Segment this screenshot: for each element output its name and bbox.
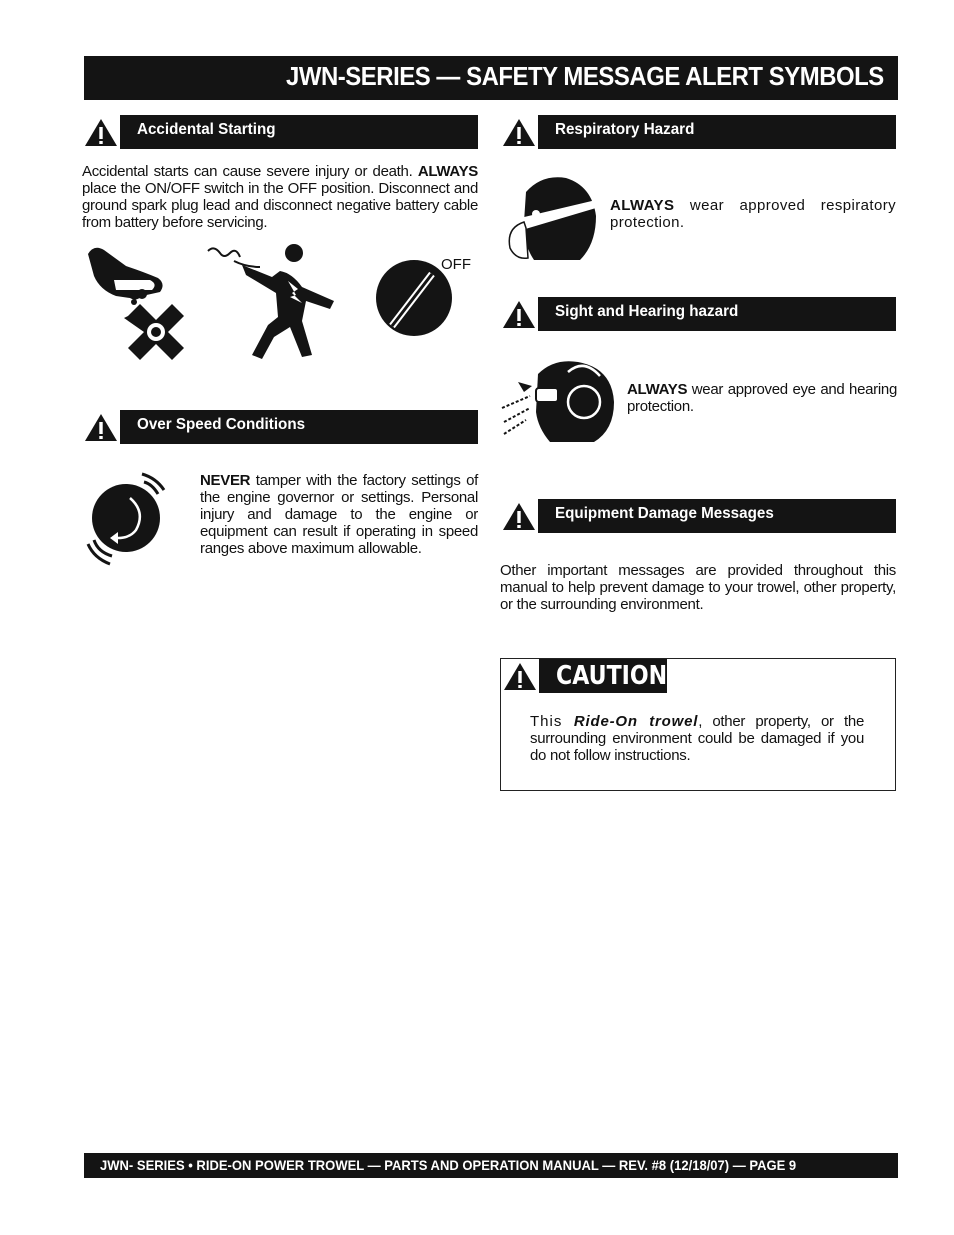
accidental-starting-text: Accidental starts can cause severe injury or death. ALWAYS place the ON/OFF switch in the OFF position. Disconnect and ground spark plug lead and disconnect negative battery cable from battery before servicing. (82, 163, 478, 231)
caution-label: CAUTION (556, 661, 668, 691)
caution-box (500, 658, 896, 791)
page-title-bar (84, 56, 898, 100)
section-title: Equipment Damage Messages (555, 505, 774, 522)
warning-triangle-icon (501, 659, 539, 693)
sight-hearing-text: ALWAYS wear approved eye and hearing protection. (627, 381, 897, 415)
page-title: JWN-SERIES — SAFETY MESSAGE ALERT SYMBOLS (286, 61, 884, 91)
respirator-mask-icon (504, 172, 600, 264)
respiratory-text: ALWAYS wear approved respiratory protection. (610, 197, 896, 231)
caution-header (501, 659, 667, 693)
off-label: OFF (441, 256, 471, 273)
footer-text: JWN- SERIES • RIDE-ON POWER TROWEL — PARTS AND OPERATION MANUAL — REV. #8 (12/18/07) — PAGE 9 (100, 1157, 797, 1173)
section-header-accidental-starting (82, 115, 478, 149)
equipment-damage-text: Other important messages are provided throughout this manual to help prevent damage to your trowel, other property, or the surrounding environment. (500, 562, 896, 613)
section-header-respiratory (500, 115, 896, 149)
hand-fan-hazard-icon (86, 244, 196, 364)
warning-triangle-icon (500, 499, 538, 533)
section-title: Sight and Hearing hazard (555, 303, 739, 320)
speed-governor-icon (82, 466, 178, 570)
electric-shock-icon (206, 243, 342, 363)
page-footer (84, 1153, 898, 1178)
warning-triangle-icon (500, 115, 538, 149)
warning-triangle-icon (500, 297, 538, 331)
eye-hearing-protection-icon (498, 358, 618, 444)
section-header-sight-hearing (500, 297, 896, 331)
over-speed-text: NEVER tamper with the factory settings of the engine governor or settings. Personal injury and damage to the engine or equipment can result if operating in speed ranges above maximum allowable. (200, 472, 478, 557)
section-title: Respiratory Hazard (555, 121, 695, 138)
warning-triangle-icon (82, 410, 120, 444)
warning-triangle-icon (82, 115, 120, 149)
section-header-over-speed (82, 410, 478, 444)
off-switch-icon (374, 256, 478, 340)
caution-text: This Ride-On trowel, other property, or the surrounding environment could be damaged if you do not follow instructions. (530, 713, 864, 764)
section-title: Accidental Starting (137, 121, 276, 138)
section-header-equipment-damage (500, 499, 896, 533)
section-title: Over Speed Conditions (137, 416, 306, 433)
